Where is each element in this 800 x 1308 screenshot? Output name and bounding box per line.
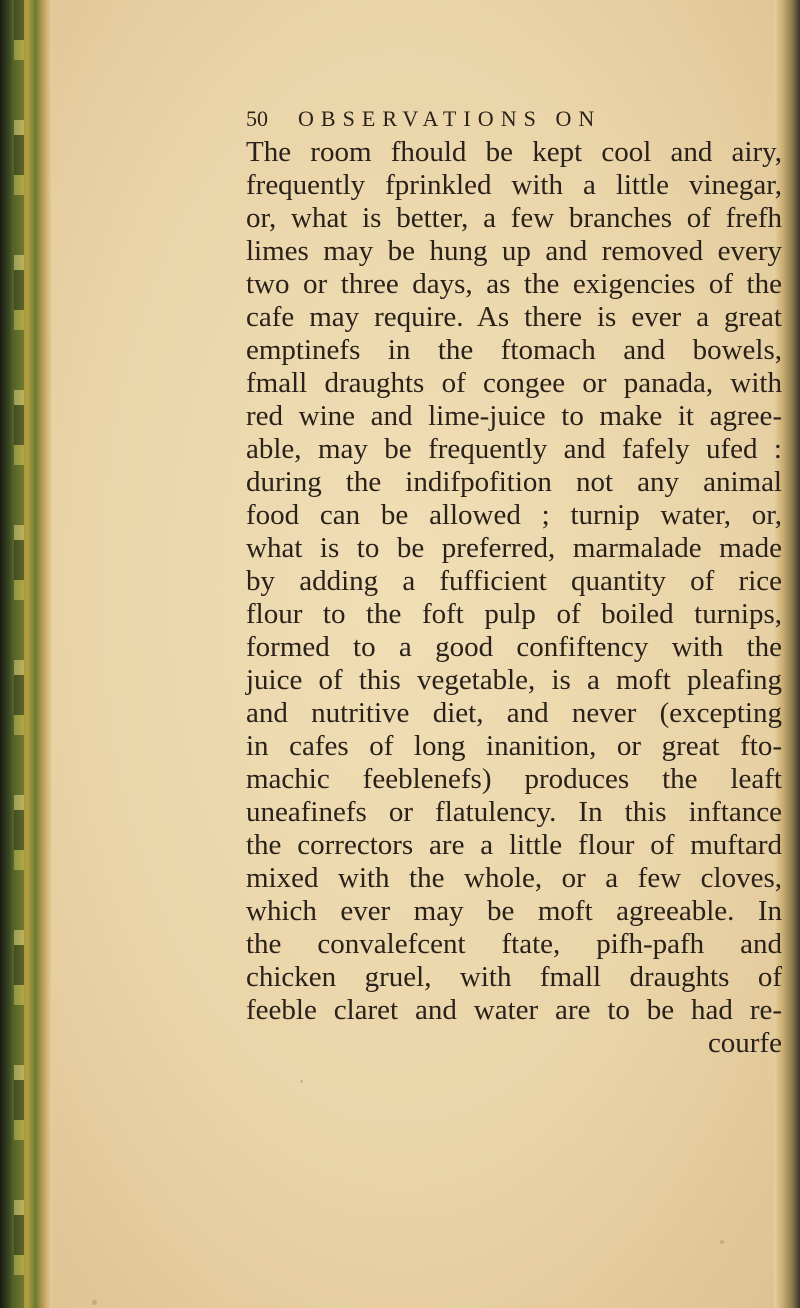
paper-spot <box>300 1080 303 1083</box>
text-line: flour to the foft pulp of boiled turnips, <box>246 598 782 630</box>
text-line: frequently fprinkled with a little vinegar, <box>246 169 782 201</box>
catchword: courfe <box>707 1027 782 1059</box>
text-line: and nutritive diet, and never (excepting <box>246 697 782 729</box>
text-line: in cafes of long inanition, or great fto- <box>246 730 782 762</box>
paper-spot <box>92 1300 97 1305</box>
text-line: The room fhould be kept cool and airy, <box>246 136 782 168</box>
text-line: machic feeblenefs) produces the leaft <box>246 763 782 795</box>
text-line: able, may be frequently and fafely ufed : <box>246 433 782 465</box>
paper-spot <box>720 1240 724 1244</box>
body-text <box>246 136 782 1060</box>
running-header <box>246 106 601 136</box>
text-line: red wine and lime-juice to make it agree- <box>246 400 782 432</box>
text-line: food can be allowed ; turnip water, or, <box>246 499 782 531</box>
text-line: emptinefs in the ftomach and bowels, <box>246 334 782 366</box>
text-line: two or three days, as the exigencies of the <box>246 268 782 300</box>
text-line: which ever may be moft agreeable. In <box>246 895 782 927</box>
book-binding <box>0 0 52 1308</box>
text-line: uneafinefs or flatulency. In this inftance <box>246 796 782 828</box>
page-number: 50 <box>246 106 268 131</box>
text-line: formed to a good confiftency with the <box>246 631 782 663</box>
text-line: chicken gruel, with fmall draughts of <box>246 961 782 993</box>
text-line: fmall draughts of congee or panada, with <box>246 367 782 399</box>
text-line: cafe may require. As there is ever a great <box>246 301 782 333</box>
text-line: mixed with the whole, or a few cloves, <box>246 862 782 894</box>
text-line: the convalefcent ftate, pifh-pafh and <box>246 928 782 960</box>
text-line: the correctors are a little flour of muftard <box>246 829 782 861</box>
text-line: juice of this vegetable, is a moft pleafing <box>246 664 782 696</box>
text-line: limes may be hung up and removed every <box>246 235 782 267</box>
text-line: or, what is better, a few branches of frefh <box>246 202 782 234</box>
running-title: OBSERVATIONS ON <box>298 106 602 131</box>
binding-texture <box>14 0 24 1308</box>
text-line: feeble claret and water are to be had re- <box>246 994 782 1026</box>
text-line: by adding a fufficient quantity of rice <box>246 565 782 597</box>
text-line: what is to be preferred, marmalade made <box>246 532 782 564</box>
text-line: during the indifpofition not any animal <box>246 466 782 498</box>
